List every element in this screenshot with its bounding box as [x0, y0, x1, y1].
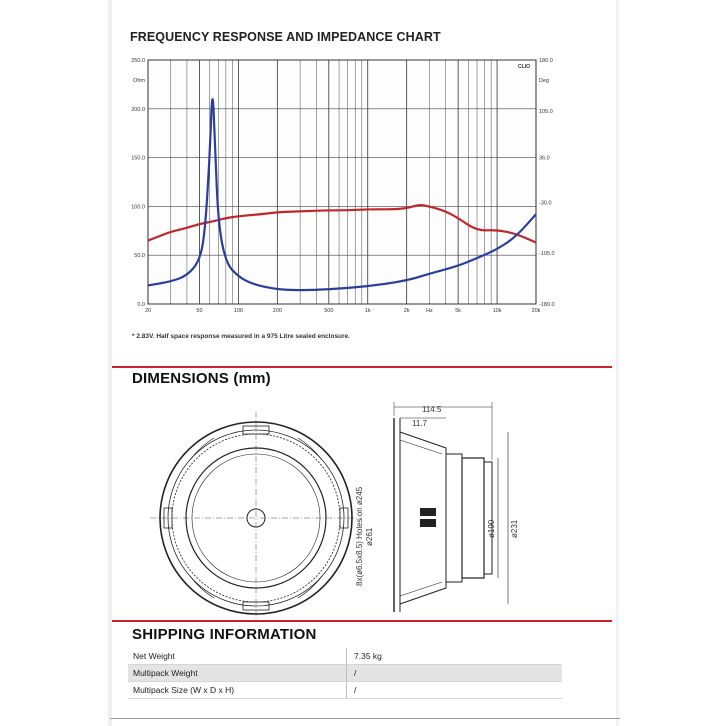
y-left-tick-label: 50.0 — [134, 253, 145, 260]
row-label: Multipack Size (W x D x H) — [133, 685, 235, 695]
back-plate — [484, 462, 492, 574]
y-right-unit: Deg — [539, 78, 550, 84]
x-tick-label: 200 — [272, 308, 282, 314]
shipping-table — [128, 648, 562, 699]
row-label: Multipack Weight — [133, 668, 198, 678]
frame-diameter-label: ø231 — [510, 519, 519, 538]
cone-inner-ring — [192, 454, 320, 582]
x-tick-label: 50 — [196, 308, 203, 314]
chart-footnote: * 2.83V. Half space response measured in a 975 Litre sealed enclosure. — [132, 333, 350, 340]
side-view — [394, 402, 508, 612]
y-right-tick-label: 36.0 — [539, 155, 550, 162]
column-divider — [346, 682, 347, 698]
row-value: / — [354, 668, 357, 678]
x-tick-label: 10k — [492, 308, 502, 314]
y-left-tick-label: 100.0 — [131, 204, 145, 211]
y-right-tick-label: -105.0 — [539, 251, 555, 258]
section-divider — [112, 620, 612, 622]
basket-profile — [400, 432, 446, 604]
dimensions-heading: DIMENSIONS (mm) — [132, 370, 271, 387]
terminal-block — [420, 508, 436, 516]
plot-area — [148, 60, 536, 304]
x-tick-label: Hz — [426, 308, 433, 314]
y-right-tick-label: 180.0 — [539, 58, 553, 64]
x-tick-label: 1k — [364, 308, 371, 314]
x-tick-label: 20k — [531, 308, 541, 314]
x-tick-label: 20 — [144, 308, 152, 314]
front-view — [150, 412, 362, 620]
y-left-tick-label: 150.0 — [131, 155, 145, 162]
outer-diameter-label: ø261 — [365, 527, 374, 546]
holes-dimension-label: 8x(ø6.5x8.5) Holes on ø245 — [355, 486, 364, 586]
page-edge — [108, 0, 112, 726]
depth-total-label: 114.5 — [422, 405, 442, 414]
frequency-impedance-chart — [118, 52, 562, 314]
x-tick-label: 100 — [233, 308, 243, 314]
magnet — [462, 458, 484, 578]
basket-inner — [400, 440, 442, 596]
x-tick-label: 5k — [455, 308, 462, 314]
row-value: 7.35 kg — [354, 651, 382, 661]
y-right-tick-label: 105.0 — [539, 108, 553, 115]
y-left-tick-label: 250.0 — [131, 58, 145, 64]
page-bottom-rule — [110, 718, 620, 719]
x-tick-label: 2k — [403, 308, 410, 314]
clio-logo: CLIO — [518, 64, 530, 70]
column-divider — [346, 665, 347, 681]
y-right-tick-label: -30.0 — [539, 200, 552, 207]
table-row — [128, 648, 562, 665]
dimensions-drawing — [150, 398, 530, 620]
table-row — [128, 665, 562, 682]
table-row — [128, 682, 562, 699]
row-label: Net Weight — [133, 651, 175, 661]
top-plate — [446, 454, 462, 582]
y-left-tick-label: 0.0 — [137, 302, 145, 308]
shipping-heading: SHIPPING INFORMATION — [132, 626, 317, 643]
depth-flange-label: 11.7 — [412, 419, 427, 428]
section-divider — [112, 366, 612, 368]
page-edge — [616, 0, 619, 726]
y-left-unit: Ohm — [133, 78, 145, 84]
chart-title: FREQUENCY RESPONSE AND IMPEDANCE CHART — [130, 30, 441, 44]
y-left-tick-label: 200.0 — [131, 106, 145, 113]
magnet-diameter-label: ø190 — [487, 519, 496, 538]
row-value: / — [354, 685, 357, 695]
column-divider — [346, 648, 347, 664]
terminal-block — [420, 519, 436, 527]
y-right-tick-label: -180.0 — [539, 302, 555, 308]
x-tick-label: 500 — [324, 308, 334, 314]
